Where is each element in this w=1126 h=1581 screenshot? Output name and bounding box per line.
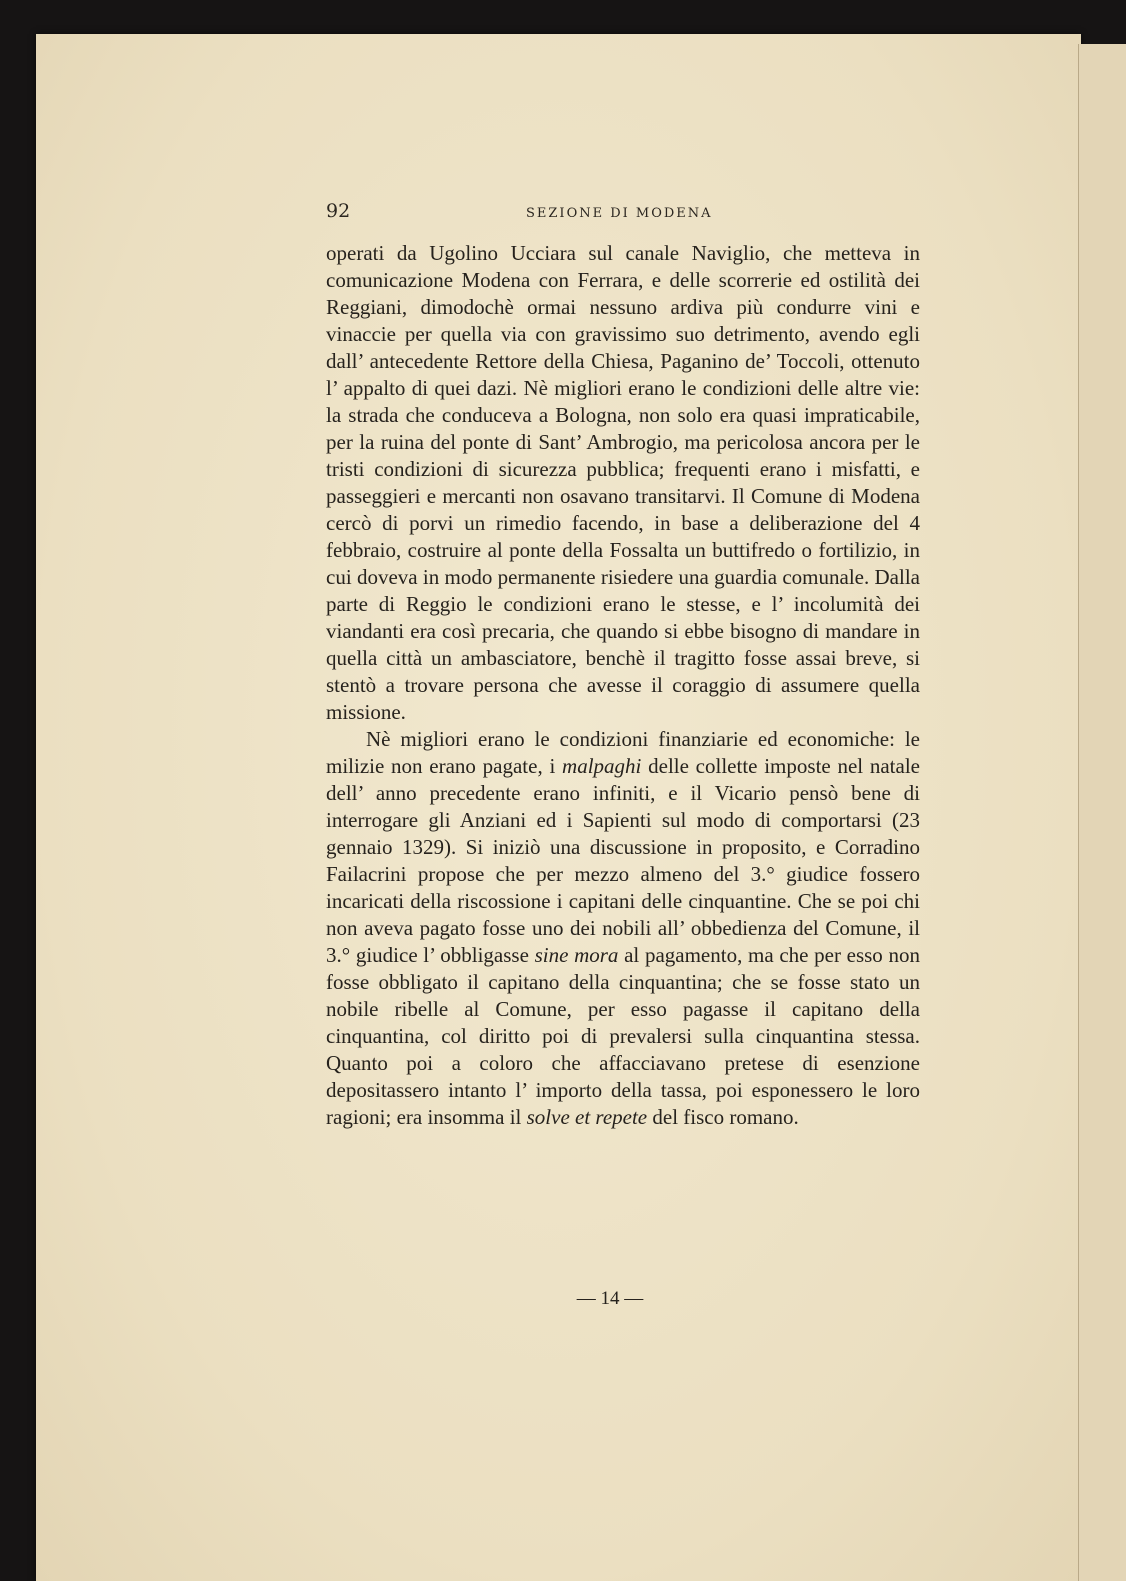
paragraph-2-part-d: del fisco romano. [647, 1105, 799, 1129]
paragraph-2-part-c: al pagamento, ma che per esso non fosse obbligato il capitano della cinquantina; che se fosse stato un nobile ribelle al Comune, per esso pagasse il capitano della cinquantina, col diritto poi di prevalersi sulla cinquantina stessa. Quanto poi a coloro che affacciavano pretese di esenzione depositassero intanto l’ importo della tassa, poi esponessero le loro ragioni; era insomma il [326, 943, 920, 1129]
paragraph-2-part-a: Nè migliori erano le condizioni finanziarie ed economiche: le milizie non erano pagate, i [326, 727, 920, 778]
page-number: 92 [326, 200, 351, 222]
running-head: SEZIONE DI MODENA [526, 206, 713, 221]
italic-solve-et-repete: solve et repete [526, 1105, 648, 1129]
body-text [326, 240, 920, 1131]
paragraph-1: operati da Ugolino Ucciara sul canale Naviglio, che metteva in comunicazione Modena con Ferrara, e delle scorrerie ed ostilità dei Reggiani, dimodochè ormai nessuno ardiva più condurre vini e vinaccie per quella via con gravissimo suo detrimento, avendo egli dall’ antecedente Rettore della Chiesa, Paganino de’ Toccoli, ottenuto l’ appalto di quei dazi. Nè migliori erano le condizioni delle altre vie: la strada che conduceva a Bologna, non solo era quasi impraticabile, per la ruina del ponte di Sant’ Ambrogio, ma pericolosa ancora per le tristi condizioni di sicurezza pubblica; frequenti erano i misfatti, e passeggieri e mercanti non osavano transitarvi. Il Comune di Modena cercò di porvi un rimedio facendo, in base a deliberazione del 4 febbraio, costruire al ponte della Fossalta un buttifredo o fortilizio, in cui doveva in modo permanente risiedere una guardia comunale. Dalla parte di Reggio le condizioni erano le stesse, e l’ incolumità dei viandanti era così precaria, che quando si ebbe bisogno di mandare in quella città un ambasciatore, benchè il tragitto fosse assai breve, si stentò a trovare persona che avesse il coraggio di assumere quella missione. [326, 241, 920, 724]
paragraph-2-part-b: delle collette imposte nel natale dell’ anno precedente erano infiniti, e il Vicario pensò bene di interrogare gli Anziani ed i Sapienti sul modo di comportarsi (23 gennaio 1329). Si iniziò una discussione in proposito, e Corradino Failacrini propose che per mezzo almeno del 3.° giudice fossero incaricati della riscossione i capitani delle cinquantine. Che se poi chi non aveva pagato fosse uno dei nobili all’ obbedienza del Comune, il 3.° giudice l’ obbligasse [326, 754, 920, 967]
page-header [326, 200, 946, 230]
paragraph-2 [326, 726, 920, 1131]
italic-sine-mora: sine mora [534, 943, 619, 967]
adjacent-page-edge [1078, 44, 1126, 1581]
signature-mark: — 14 — [576, 1288, 644, 1309]
italic-malpaghi: malpaghi [562, 754, 642, 778]
